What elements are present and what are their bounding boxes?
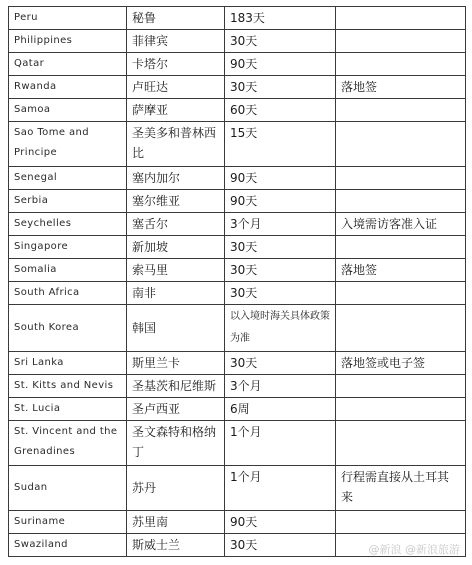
stay-duration: 1个月	[225, 466, 336, 511]
country-name-zh: 斯威士兰	[127, 534, 225, 557]
table-row	[9, 305, 466, 352]
table-row	[9, 30, 466, 53]
stay-duration: 30天	[225, 534, 336, 557]
stay-duration: 6周	[225, 398, 336, 421]
country-name-en: Suriname	[9, 511, 127, 534]
entry-note	[336, 190, 466, 213]
table-row	[9, 167, 466, 190]
entry-note	[336, 7, 466, 30]
stay-duration: 30天	[225, 352, 336, 375]
table-row	[9, 213, 466, 236]
country-name-zh: 卡塔尔	[127, 53, 225, 76]
watermark: @新浪 @新浪旅游	[368, 543, 460, 556]
country-name-en: Singapore	[9, 236, 127, 259]
country-name-en: South Korea	[9, 305, 127, 352]
entry-note	[336, 122, 466, 167]
country-name-zh: 圣卢西亚	[127, 398, 225, 421]
entry-note	[336, 282, 466, 305]
country-name-en: Seychelles	[9, 213, 127, 236]
country-name-en: Rwanda	[9, 76, 127, 99]
entry-note: 落地签	[336, 259, 466, 282]
stay-duration: 1个月	[225, 421, 336, 466]
table-row	[9, 76, 466, 99]
entry-note	[336, 53, 466, 76]
country-name-zh: 圣美多和普林西比	[127, 122, 225, 167]
visa-free-country-table	[8, 6, 466, 557]
stay-duration: 90天	[225, 167, 336, 190]
stay-duration: 30天	[225, 259, 336, 282]
country-name-zh: 卢旺达	[127, 76, 225, 99]
country-name-zh: 苏丹	[127, 466, 225, 511]
table-row	[9, 398, 466, 421]
entry-note: 入境需访客准入证	[336, 213, 466, 236]
country-name-en: St. Vincent and the Grenadines	[9, 421, 127, 466]
stay-duration: 90天	[225, 511, 336, 534]
country-name-en: Sri Lanka	[9, 352, 127, 375]
table-row	[9, 122, 466, 167]
stay-duration: 3个月	[225, 213, 336, 236]
table-row	[9, 352, 466, 375]
country-name-zh: 圣基茨和尼维斯	[127, 375, 225, 398]
country-name-zh: 斯里兰卡	[127, 352, 225, 375]
table-row	[9, 466, 466, 511]
entry-note: 行程需直接从土耳其来	[336, 466, 466, 511]
stay-duration: 30天	[225, 30, 336, 53]
stay-duration: 60天	[225, 99, 336, 122]
entry-note	[336, 236, 466, 259]
table-row	[9, 282, 466, 305]
stay-duration: 183天	[225, 7, 336, 30]
table-row	[9, 375, 466, 398]
country-name-zh: 塞内加尔	[127, 167, 225, 190]
stay-duration: 90天	[225, 190, 336, 213]
country-name-zh: 韩国	[127, 305, 225, 352]
stay-duration: 3个月	[225, 375, 336, 398]
table-row	[9, 99, 466, 122]
table-row	[9, 421, 466, 466]
stay-duration: 30天	[225, 76, 336, 99]
stay-duration: 30天	[225, 236, 336, 259]
country-name-en: Somalia	[9, 259, 127, 282]
table-row	[9, 511, 466, 534]
country-name-en: St. Kitts and Nevis	[9, 375, 127, 398]
stay-duration: 以入境时海关具体政策为准	[225, 305, 336, 352]
country-name-en: South Africa	[9, 282, 127, 305]
entry-note	[336, 511, 466, 534]
country-name-zh: 塞尔维亚	[127, 190, 225, 213]
country-name-zh: 南非	[127, 282, 225, 305]
entry-note: 落地签或电子签	[336, 352, 466, 375]
country-name-zh: 索马里	[127, 259, 225, 282]
country-name-zh: 新加坡	[127, 236, 225, 259]
country-name-en: Swaziland	[9, 534, 127, 557]
country-name-zh: 萨摩亚	[127, 99, 225, 122]
entry-note	[336, 398, 466, 421]
entry-note	[336, 421, 466, 466]
country-name-zh: 圣文森特和格纳丁	[127, 421, 225, 466]
table-row	[9, 53, 466, 76]
country-name-zh: 秘鲁	[127, 7, 225, 30]
stay-duration: 90天	[225, 53, 336, 76]
country-name-zh: 菲律宾	[127, 30, 225, 53]
country-name-en: Sudan	[9, 466, 127, 511]
country-name-zh: 塞舌尔	[127, 213, 225, 236]
table-row	[9, 190, 466, 213]
table-row	[9, 236, 466, 259]
stay-duration: 15天	[225, 122, 336, 167]
entry-note	[336, 167, 466, 190]
country-name-en: Qatar	[9, 53, 127, 76]
table-row	[9, 259, 466, 282]
entry-note	[336, 305, 466, 352]
country-name-zh: 苏里南	[127, 511, 225, 534]
country-name-en: Peru	[9, 7, 127, 30]
entry-note	[336, 375, 466, 398]
table-row	[9, 7, 466, 30]
country-name-en: Senegal	[9, 167, 127, 190]
country-name-en: Philippines	[9, 30, 127, 53]
entry-note: 落地签	[336, 76, 466, 99]
entry-note	[336, 30, 466, 53]
country-name-en: St. Lucia	[9, 398, 127, 421]
country-name-en: Samoa	[9, 99, 127, 122]
stay-duration: 30天	[225, 282, 336, 305]
country-name-en: Serbia	[9, 190, 127, 213]
entry-note	[336, 99, 466, 122]
country-name-en: Sao Tome and Principe	[9, 122, 127, 167]
